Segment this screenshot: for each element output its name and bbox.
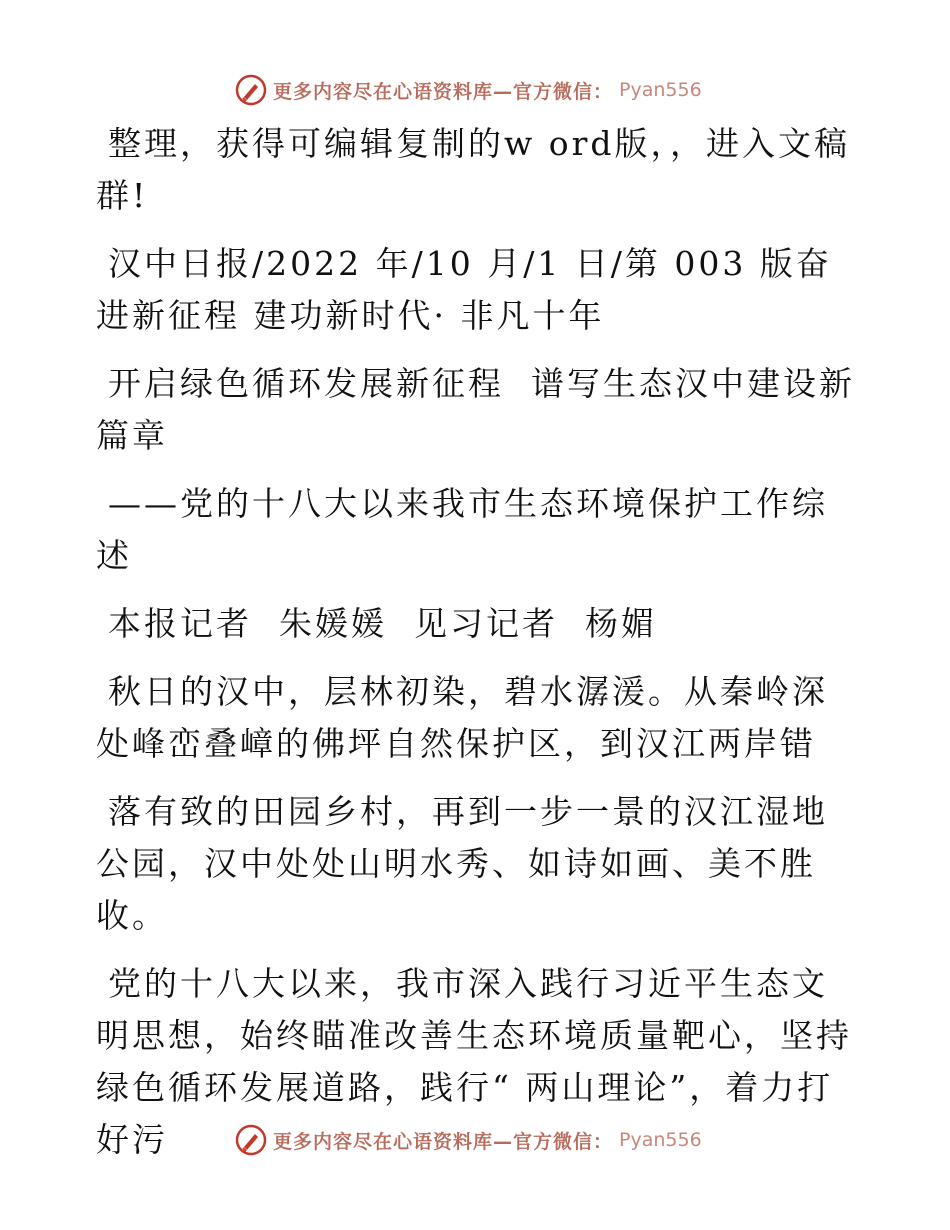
article-body [96,118,856,1182]
pen-logo-icon [235,74,267,106]
watermark-handle: Pyan556 [619,79,702,101]
paragraph: 落有致的田园乡村，再到一步一景的汉江湿地公园，汉中处处山明水秀、如诗如画、美不胜收。 [96,792,828,935]
watermark-handle: Pyan556 [619,1129,702,1151]
article-subheadline: ——党的十八大以来我市生态环境保护工作综述 [96,484,828,575]
article-headline: 开启绿色循环发展新征程 谱写生态汉中建设新篇章 [96,364,855,455]
watermark-footer [235,1122,715,1158]
paragraph: 整理，获得可编辑复制的w ord版，，进入文稿群! [96,124,851,215]
watermark-text: 更多内容尽在心语资料库—官方微信： [273,1130,614,1153]
byline: 本报记者 朱媛媛 见习记者 杨媚 [108,604,657,643]
paragraph: 秋日的汉中，层林初染，碧水潺湲。从秦岭深处峰峦叠嶂的佛坪自然保护区，到汉江两岸错 [96,672,828,763]
paragraph: 汉中日报/2022 年/10 月/1 日/第 003 版奋进新征程 建功新时代· 非凡十年 [96,244,832,335]
pen-logo-icon [235,1124,267,1156]
watermark-header [235,72,715,108]
paragraph: 党的十八大以来，我市深入践行习近平生态文明思想，始终瞄准改善生态环境质量靶心，坚持绿色循环发展道路，践行“ 两山理论”，着力打好污 [96,964,852,1159]
watermark-text: 更多内容尽在心语资料库—官方微信： [273,80,614,103]
